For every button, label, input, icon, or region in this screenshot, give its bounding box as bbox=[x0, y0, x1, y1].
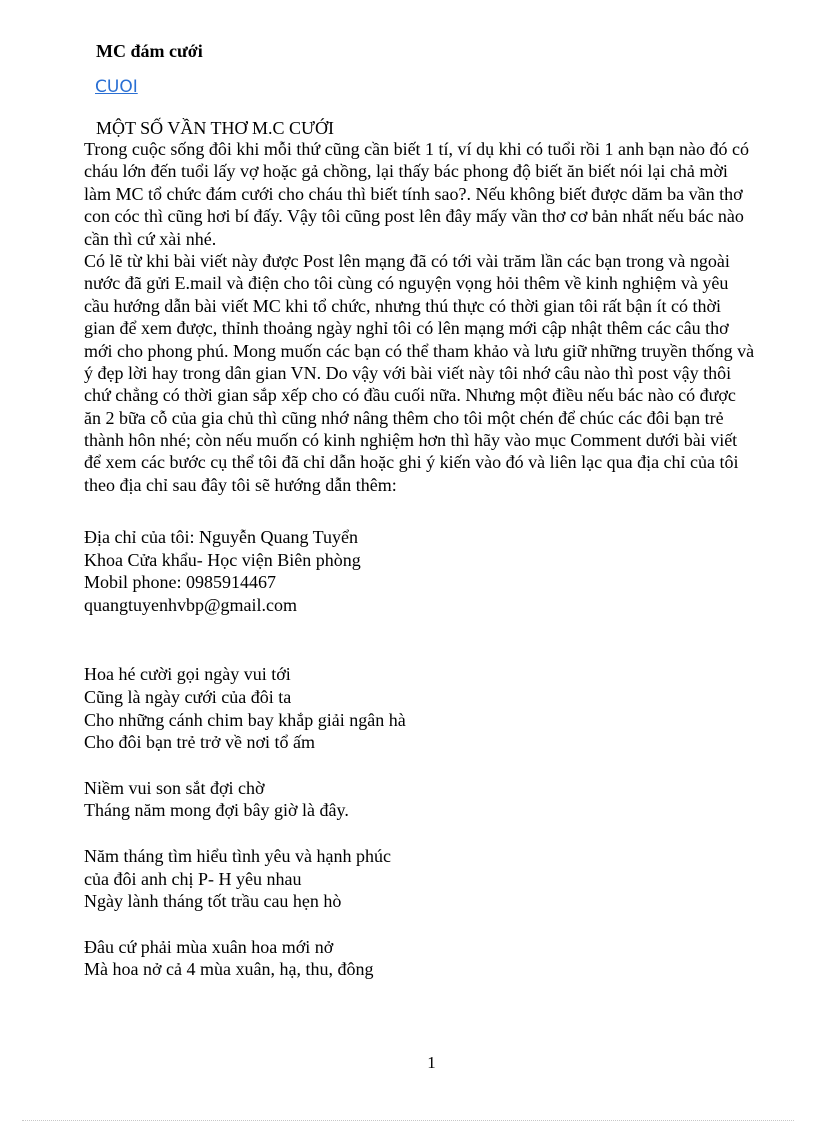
poem bbox=[84, 663, 406, 1004]
contact-info bbox=[84, 526, 361, 616]
poem-stanza bbox=[84, 936, 406, 982]
poem-line: Cũng là ngày cưới của đôi ta bbox=[84, 686, 292, 707]
poem-line: Cho những cánh chim bay khắp giải ngân hà bbox=[84, 709, 406, 730]
contact-faculty: Khoa Cửa khẩu- Học viện Biên phòng bbox=[84, 549, 361, 570]
intro-line: làm MC tổ chức đám cưới cho cháu thì biết tính sao?. Nếu không biết được dăm ba vần thơ bbox=[84, 183, 743, 204]
intro-paragraph bbox=[84, 138, 789, 496]
intro-line: con cóc thì cũng hơi bí đấy. Vậy tôi cũng post lên đây mấy vần thơ cơ bản nhất nếu bác nào bbox=[84, 206, 744, 227]
poem-line: Niềm vui son sắt đợi chờ bbox=[84, 777, 265, 798]
poem-stanza bbox=[84, 845, 406, 913]
poem-line: Tháng năm mong đợi bây giờ là đây. bbox=[84, 800, 349, 821]
intro-line: thành hôn nhé; còn nếu muốn có kinh nghiệm hơn thì hãy vào mục Comment dưới bài viết bbox=[84, 430, 738, 451]
intro-line: theo địa chỉ sau đây tôi sẽ hướng dẫn thêm: bbox=[84, 474, 397, 495]
section-heading: MỘT SỐ VẦN THƠ M.C CƯỚI bbox=[96, 118, 334, 138]
cuoi-link[interactable]: CUOI bbox=[95, 77, 138, 97]
contact-address: Địa chỉ của tôi: Nguyễn Quang Tuyển bbox=[84, 527, 358, 547]
intro-line: cần thì cứ xài nhé. bbox=[84, 228, 217, 249]
intro-line: cầu hướng dẫn bài viết MC khi tổ chức, nhưng thú thực có thời gian tôi rất bận ít có thời bbox=[84, 295, 721, 316]
poem-line: Mà hoa nở cả 4 mùa xuân, hạ, thu, đông bbox=[84, 959, 374, 980]
intro-line: chứ chẳng có thời gian sắp xếp cho có đầu cuối nữa. Nhưng một điều nếu bác nào có được bbox=[84, 385, 736, 406]
poem-stanza bbox=[84, 663, 406, 754]
document-title: MC đám cưới bbox=[96, 41, 203, 61]
poem-line: của đôi anh chị P- H yêu nhau bbox=[84, 868, 302, 889]
poem-line: Đâu cứ phải mùa xuân hoa mới nở bbox=[84, 936, 334, 957]
contact-email: quangtuyenhvbp@gmail.com bbox=[84, 594, 298, 615]
intro-line: gian để xem được, thỉnh thoảng ngày nghỉ tôi có lên mạng mới cập nhật thêm các câu thơ bbox=[84, 318, 729, 339]
intro-line: mới cho phong phú. Mong muốn các bạn có thể tham khảo và lưu giữ những truyền thống và bbox=[84, 340, 755, 361]
poem-line: Ngày lành tháng tốt trầu cau hẹn hò bbox=[84, 891, 342, 912]
page-number: 1 bbox=[427, 1053, 436, 1072]
poem-line: Hoa hé cười gọi ngày vui tới bbox=[84, 664, 291, 684]
intro-line: nước đã gửi E.mail và điện cho tôi cùng có nguyện vọng hỏi thêm về kinh nghiệm và yêu bbox=[84, 273, 729, 294]
intro-line: để xem các bước cụ thể tôi đã chỉ dẫn hoặc ghi ý kiến vào đó và liên lạc qua địa chỉ của tôi bbox=[84, 452, 739, 473]
page-bottom-border bbox=[22, 1120, 794, 1121]
intro-line: ăn 2 bữa cỗ của gia chủ thì cũng nhớ nâng thêm cho tôi một chén để chúc các đôi bạn trẻ bbox=[84, 407, 724, 428]
intro-line: ý đẹp lời hay trong dân gian VN. Do vậy với bài viết này tôi nhớ câu nào thì post vậy thôi bbox=[84, 362, 732, 383]
intro-line: Có lẽ từ khi bài viết này được Post lên mạng đã có tới vài trăm lần các bạn trong và ngoài bbox=[84, 250, 730, 271]
contact-phone: Mobil phone: 0985914467 bbox=[84, 572, 276, 592]
poem-line: Cho đôi bạn trẻ trở về nơi tổ ấm bbox=[84, 732, 315, 753]
poem-stanza bbox=[84, 777, 406, 823]
intro-line: cháu lớn đến tuổi lấy vợ hoặc gả chồng, lại thấy bác phong độ biết ăn biết nói lại chả mời bbox=[84, 161, 728, 182]
intro-line: Trong cuộc sống đôi khi mỗi thứ cũng cần biết 1 tí, ví dụ khi có tuổi rồi 1 anh bạn nào đó có bbox=[84, 139, 750, 159]
poem-line: Năm tháng tìm hiểu tình yêu và hạnh phúc bbox=[84, 845, 391, 866]
